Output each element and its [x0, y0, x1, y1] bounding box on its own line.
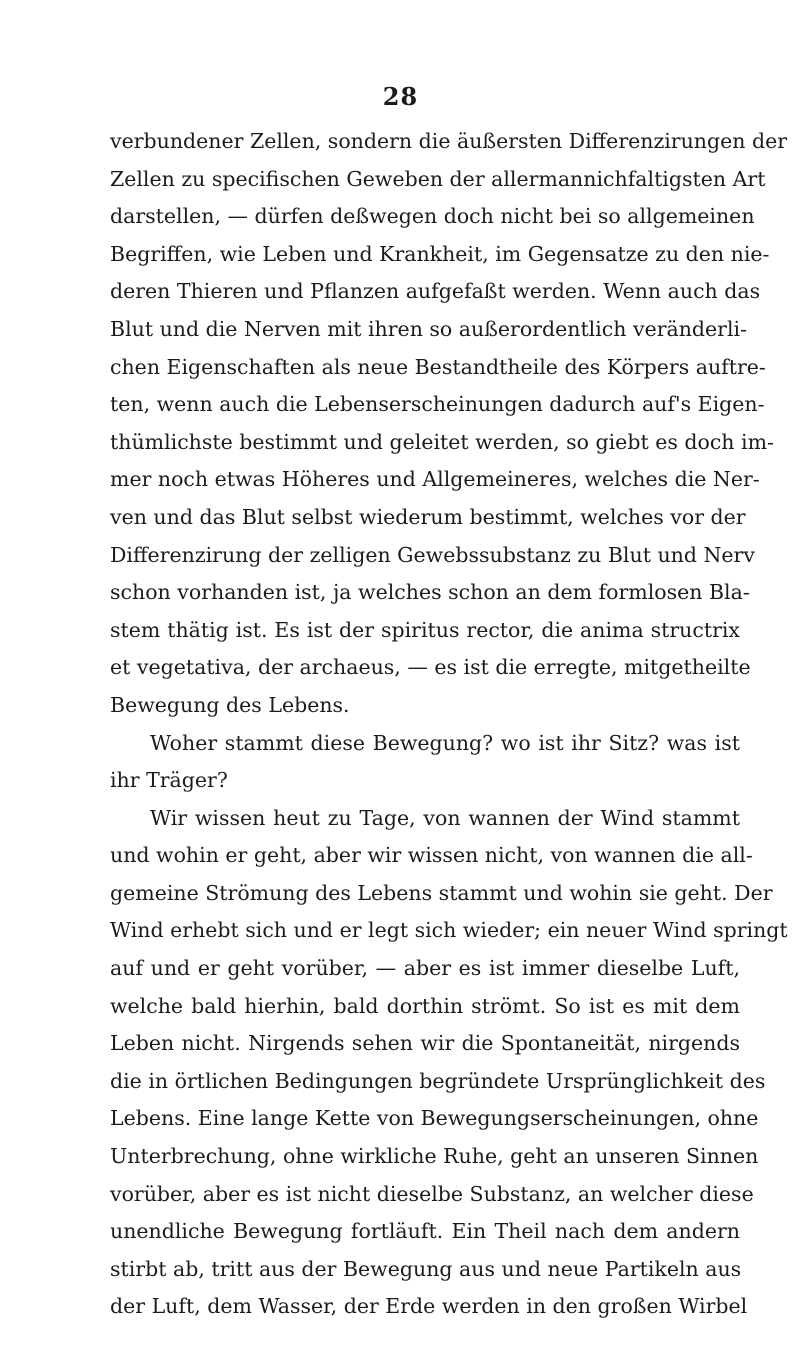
- text-line: verbundener Zellen, sondern die äußersten Differenzirungen der: [110, 129, 788, 153]
- text-line: der Luft, dem Wasser, der Erde werden in den großen Wirbel: [110, 1294, 748, 1319]
- text-line: Blut und die Nerven mit ihren so außerordentlich veränderli-: [110, 316, 748, 341]
- text-line: auf und er geht vorüber, — aber es ist immer dieselbe Luft,: [110, 956, 740, 981]
- text-line: gemeine Strömung des Lebens stammt und wohin sie geht. Der: [110, 880, 773, 905]
- text-line: schon vorhanden ist, ja welches schon an dem formlosen Bla-: [110, 580, 750, 605]
- text-line: ven und das Blut selbst wiederum bestimmt, welches vor der: [110, 504, 746, 529]
- text-line: deren Thieren und Pflanzen aufgefaßt werden. Wenn auch das: [110, 279, 761, 304]
- text-line: Begriffen, wie Leben und Krankheit, im Gegensatze zu den nie-: [110, 241, 770, 266]
- page-number: 28: [382, 82, 419, 111]
- text-line: Wind erhebt sich und er legt sich wieder; ein neuer Wind springt: [110, 918, 788, 943]
- text-line: mer noch etwas Höheres und Allgemeineres, welches die Ner-: [110, 467, 760, 492]
- text-line: ten, wenn auch die Lebenserscheinungen dadurch auf's Eigen-: [110, 392, 765, 417]
- text-line: Lebens. Eine lange Kette von Bewegungserscheinungen, ohne: [110, 1106, 759, 1131]
- text-line: stem thätig ist. Es ist der spiritus rector, die anima structrix: [110, 617, 740, 642]
- text-line: Zellen zu specifischen Geweben der allermannichfaltigsten Art: [110, 166, 766, 191]
- text-line: thümlichste bestimmt und geleitet werden, so giebt es doch im-: [110, 429, 774, 454]
- body-text: [110, 123, 788, 1326]
- text-line: et vegetativa, der archaeus, — es ist die erregte, mitgetheilte: [110, 655, 751, 680]
- text-line: vorüber, aber es ist nicht dieselbe Substanz, an welcher diese: [110, 1181, 754, 1206]
- text-line: ihr Träger?: [110, 768, 228, 793]
- text-line: Bewegung des Lebens.: [110, 692, 350, 717]
- text-line: stirbt ab, tritt aus der Bewegung aus und neue Partikeln aus: [110, 1256, 742, 1281]
- text-line: Woher stammt diese Bewegung? wo ist ihr Sitz? was ist: [150, 730, 740, 755]
- text-line: darstellen, — dürfen deßwegen doch nicht bei so allgemeinen: [110, 204, 755, 229]
- text-line: chen Eigenschaften als neue Bestandtheile des Körpers auftre-: [110, 354, 766, 379]
- text-line: welche bald hierhin, bald dorthin strömt. So ist es mit dem: [110, 993, 740, 1018]
- text-line: die in örtlichen Bedingungen begründete Ursprünglichkeit des: [110, 1068, 766, 1093]
- text-line: Unterbrechung, ohne wirkliche Ruhe, geht an unseren Sinnen: [110, 1144, 759, 1169]
- text-line: Differenzirung der zelligen Gewebssubstanz zu Blut und Nerv: [110, 542, 755, 567]
- text-line: Wir wissen heut zu Tage, von wannen der Wind stammt: [150, 805, 740, 830]
- text-line: und wohin er geht, aber wir wissen nicht, von wannen die all-: [110, 843, 753, 868]
- text-line: Leben nicht. Nirgends sehen wir die Spontaneität, nirgends: [110, 1031, 740, 1056]
- text-line: unendliche Bewegung fortläuft. Ein Theil nach dem andern: [110, 1219, 740, 1244]
